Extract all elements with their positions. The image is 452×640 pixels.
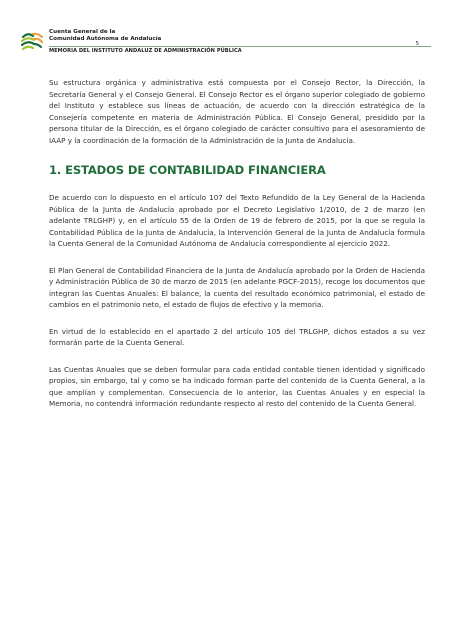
document-subtitle: MEMORIA DEL INSTITUTO ANDALUZ DE ADMINISTRACIÓN PÚBLICA [49, 48, 242, 54]
organization-name [49, 29, 161, 42]
paragraph-4: Las Cuentas Anuales que se deben formular para cada entidad contable tienen identidad y significado propios, sin embargo, tal y como se ha indicado forman parte del contenido de la Cuenta General, a la que amplían y complementan. Consecuencia de lo anterior, las Cuentas Anuales y en especial la Memoria, no contendrá información redundante respecto al resto del contenido de la Cuenta General. [49, 364, 425, 408]
page-number: 5 [415, 41, 419, 47]
org-line-1: Cuenta General de la [49, 29, 116, 35]
paragraph-1: De acuerdo con lo dispuesto en el artículo 107 del Texto Refundido de la Ley General de la Hacienda Pública de la Junta de Andalucía aprobado por el Decreto Legislativo 1/2010, de 2 de marzo (en adelante TRLGHP) y, en el artículo 55 de la Orden de 19 de febrero de 2015, por la que se regula la Contabilidad Pública de la Junta de Andalucía, la Intervención General de la Junta de Andalucía formula la Cuenta General de la Comunidad Autónoma de Andalucía correspondiente al ejercicio 2022. [49, 193, 425, 248]
page-content [49, 77, 425, 410]
paragraph-2: El Plan General de Contabilidad Financiera de la Junta de Andalucía aprobado por la Orden de Hacienda y Administración Pública de 30 de marzo de 2015 (en adelante PGCF-2015), recoge los documentos que integran las Cuentas Anuales: El balance, la cuenta del resultado económico patrimonial, el estado de cambios en el patrimonio neto, el estado de flujos de efectivo y la memoria. [49, 265, 425, 309]
section-title: 1. ESTADOS DE CONTABILIDAD FINANCIERA [49, 163, 326, 177]
header-divider [49, 46, 431, 47]
intro-paragraph: Su estructura orgánica y administrativa está compuesta por el Consejo Rector, la Dirección, la Secretaría General y el Consejo General. El Consejo Rector es el órgano superior colegiado de gobierno del Instituto y establece sus líneas de actuación, de acuerdo con la dirección estratégica de la Consejería competente en materia de Administración Pública. El Consejo General, presidido por la persona titular de la Dirección, es el órgano colegiado de carácter consultivo para el asesoramiento de IAAP y la coordinación de la formación de la Administración de la Junta de Andalucía. [49, 78, 425, 145]
page-header [21, 27, 431, 59]
paragraph-3: En virtud de lo establecido en el apartado 2 del artículo 105 del TRLGHP, dichos estados a su vez formarán parte de la Cuenta General. [49, 326, 425, 347]
org-line-2: Comunidad Autónoma de Andalucía [49, 35, 162, 42]
junta-andalucia-logo-icon [21, 31, 43, 53]
